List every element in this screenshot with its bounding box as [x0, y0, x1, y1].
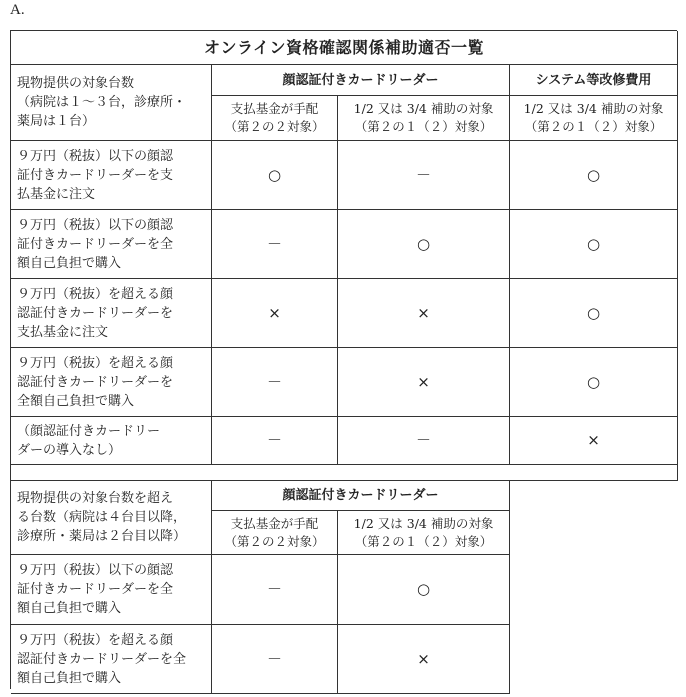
empty-area	[510, 481, 678, 694]
section-label: A.	[10, 2, 25, 18]
table-cell: －	[338, 141, 510, 210]
table-cell: ×	[338, 348, 510, 417]
group-header-card-reader: 顔認証付きカードリーダー	[212, 65, 510, 96]
table-cell: －	[212, 555, 338, 625]
table-cell: －	[338, 417, 510, 465]
row-label: （顔認証付きカードリー ダーの導入なし）	[11, 417, 212, 465]
table-cell: ×	[338, 625, 510, 694]
row-label: ９万円（税抜）以下の顔認 証付きカードリーダーを全 額自己負担で購入	[11, 555, 212, 625]
table-cell: ○	[510, 141, 678, 210]
column-header-fund-excess: 支払基金が手配 （第２の２対象）	[212, 511, 338, 555]
table-cell: －	[212, 348, 338, 417]
corner-header: 現物提供の対象台数 （病院は１～３台，診療所・ 薬局は１台）	[11, 65, 212, 141]
column-header-system-subsidy: 1/2 又は 3/4 補助の対象 （第２の１（２）対象）	[510, 96, 678, 141]
table-cell: ×	[338, 279, 510, 348]
row-label: ９万円（税抜）以下の顔認 証付きカードリーダーを支 払基金に注文	[11, 141, 212, 210]
table-cell: －	[212, 210, 338, 279]
table-cell: －	[212, 417, 338, 465]
table-cell: ○	[338, 555, 510, 625]
table-cell: ×	[510, 417, 678, 465]
table-cell: ○	[510, 348, 678, 417]
column-header-fund: 支払基金が手配 （第２の２対象）	[212, 96, 338, 141]
table-cell: －	[212, 625, 338, 694]
row-label: ９万円（税抜）を超える顔 認証付きカードリーダーを全 額自己負担で購入	[11, 625, 212, 694]
row-label: ９万円（税抜）以下の顔認 証付きカードリーダーを全 額自己負担で購入	[11, 210, 212, 279]
table-cell: ○	[510, 279, 678, 348]
column-header-subsidy: 1/2 又は 3/4 補助の対象 （第２の１（２）対象）	[338, 96, 510, 141]
table-title: オンライン資格確認関係補助適否一覧	[11, 31, 678, 65]
corner-header-excess: 現物提供の対象台数を超え る台数（病院は４台目以降， 診療所・薬局は２台目以降）	[11, 481, 212, 555]
table-cell: ○	[510, 210, 678, 279]
table-cell: ×	[212, 279, 338, 348]
table-cell: ○	[212, 141, 338, 210]
group-header-system: システム等改修費用	[510, 65, 678, 96]
section-gap	[11, 465, 678, 481]
subsidy-eligibility-table	[10, 30, 677, 689]
row-label: ９万円（税抜）を超える顔 認証付きカードリーダーを 支払基金に注文	[11, 279, 212, 348]
group-header-card-reader-excess: 顔認証付きカードリーダー	[212, 481, 510, 511]
table-cell: ○	[338, 210, 510, 279]
row-label: ９万円（税抜）を超える顔 認証付きカードリーダーを 全額自己負担で購入	[11, 348, 212, 417]
column-header-subsidy-excess: 1/2 又は 3/4 補助の対象 （第２の１（２）対象）	[338, 511, 510, 555]
